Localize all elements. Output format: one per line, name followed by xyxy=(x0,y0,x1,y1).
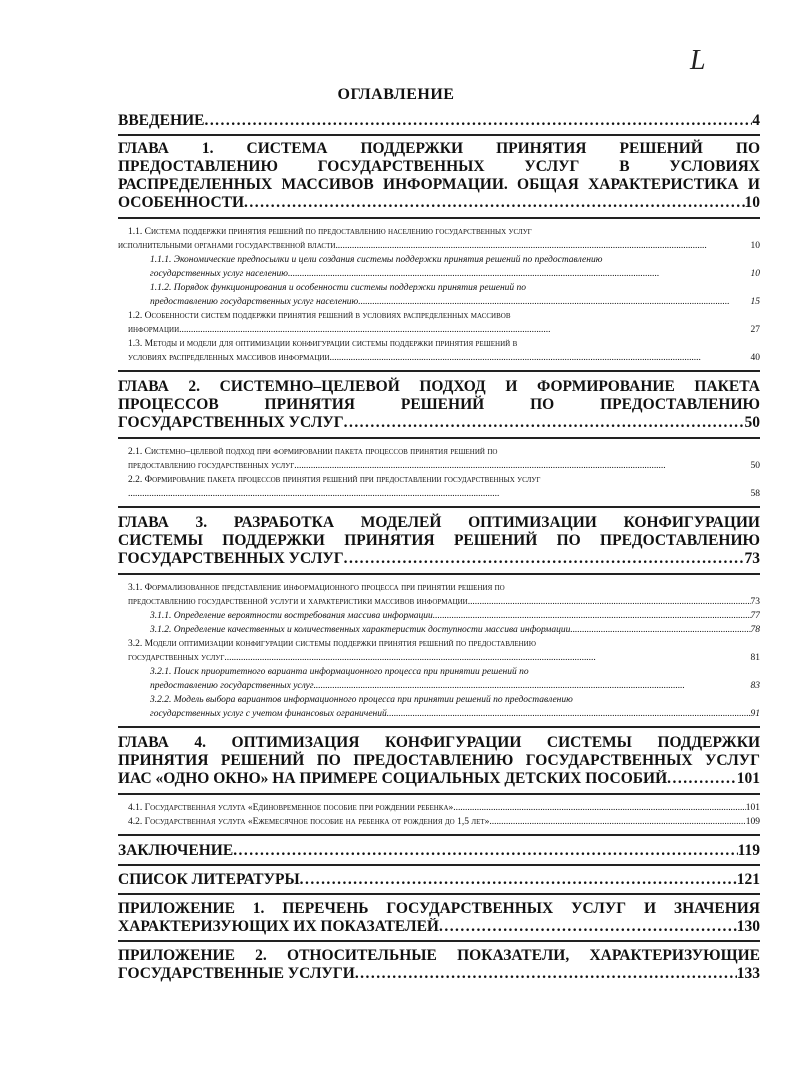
subsection-title: 3.2.2. Модель выбора вариантов информационного процесса при принятии решений по предоставлению xyxy=(150,695,573,705)
divider xyxy=(118,726,760,728)
appendix-title-line: ГОСУДАРСТВЕННЫЕ УСЛУГИ xyxy=(118,965,355,982)
toc-chapter-3[interactable] xyxy=(118,514,760,568)
toc-appendix-1[interactable] xyxy=(118,900,760,936)
toc-page-number: 73 xyxy=(750,597,760,607)
toc-section-1-3[interactable]: 1.3. Методы и модели для оптимизации конфигурации системы поддержки принятия решений в условиях распределенных массивов информации . . . 40 xyxy=(118,337,760,365)
toc-entry-intro[interactable] xyxy=(118,112,760,130)
divider xyxy=(118,134,760,136)
toc-page-number: 109 xyxy=(745,817,760,827)
toc-subsection-3-1-1[interactable] xyxy=(118,609,760,623)
chapter-title-line: ГЛАВА 2. СИСТЕМНО–ЦЕЛЕВОЙ ПОДХОД И ФОРМИРОВАНИЕ ПАКЕТА xyxy=(118,378,760,395)
appendix-title-line: ПРИЛОЖЕНИЕ 2. ОТНОСИТЕЛЬНЫЕ ПОКАЗАТЕЛИ, ХАРАКТЕРИЗУЮЩИЕ xyxy=(118,947,760,964)
section-title: 1.2. Особенности систем поддержки принятия решений в условиях распределенных массивов xyxy=(128,311,511,321)
divider xyxy=(118,506,760,508)
toc-subsection-1-1-1[interactable]: 1.1.1. Экономические предпосылки и цели создания системы поддержки принятия решений по предоставлению государственных услуг населению . . . 10 xyxy=(118,253,760,281)
toc-page-number: 78 xyxy=(750,625,760,635)
toc-page-number: 91 xyxy=(750,709,760,719)
divider xyxy=(118,793,760,795)
divider xyxy=(118,217,760,219)
toc-page-number: 40 xyxy=(750,353,760,363)
section-title: 1.3. Методы и модели для оптимизации конфигурации системы поддержки принятия решений в xyxy=(128,339,518,349)
appendix-title-line: ПРИЛОЖЕНИЕ 1. ПЕРЕЧЕНЬ ГОСУДАРСТВЕННЫХ УСЛУГ И ЗНАЧЕНИЯ xyxy=(118,900,760,917)
toc-page-number: 130 xyxy=(736,918,760,935)
toc-section-1-2[interactable]: 1.2. Особенности систем поддержки принятия решений в условиях распределенных массивов информации . . . 27 xyxy=(118,309,760,337)
divider xyxy=(118,437,760,439)
chapter-title-line: СИСТЕМЫ ПОДДЕРЖКИ ПРИНЯТИЯ РЕШЕНИЙ ПО ПРЕДОСТАВЛЕНИЮ xyxy=(118,532,760,549)
toc-chapter-2[interactable] xyxy=(118,378,760,432)
section-title: 2.1. Системно–целевой подход при формировании пакета процессов принятия решений по xyxy=(128,447,498,457)
toc-section-4-1[interactable] xyxy=(118,801,760,815)
chapter-title-line: ГОСУДАРСТВЕННЫХ УСЛУГ xyxy=(118,550,344,567)
toc-appendix-2[interactable] xyxy=(118,947,760,983)
toc-page-number: 10 xyxy=(750,241,760,251)
toc-entry-conclusion[interactable] xyxy=(118,842,760,860)
divider xyxy=(118,864,760,866)
toc-page-number: 133 xyxy=(736,965,760,982)
section-title: 4.1. Государственная услуга «Единовременное пособие при рождении ребенка» xyxy=(128,803,454,813)
toc-section-2-1[interactable]: 2.1. Системно–целевой подход при формировании пакета процессов принятия решений по предоставлению государственных услуг . . . 50 xyxy=(118,445,760,473)
section-title: 1.1. Система поддержки принятия решений по предоставлению населению государственных услуг xyxy=(128,227,532,237)
chapter-title-line: ОСОБЕННОСТИ xyxy=(118,194,245,211)
chapter-title-line: ГЛАВА 4. ОПТИМИЗАЦИЯ КОНФИГУРАЦИИ СИСТЕМЫ ПОДДЕРЖКИ xyxy=(118,734,760,751)
divider xyxy=(118,370,760,372)
chapter-title-line: РАСПРЕДЕЛЕННЫХ МАССИВОВ ИНФОРМАЦИИ. ОБЩАЯ ХАРАКТЕРИСТИКА И xyxy=(118,176,760,193)
section-title: 3.1. Формализованное представление информационного процесса при принятии решения по xyxy=(128,583,505,593)
toc-entry-label: ВВЕДЕНИЕ xyxy=(118,112,205,129)
chapter-title-line: ИАС «ОДНО ОКНО» НА ПРИМЕРЕ СОЦИАЛЬНЫХ ДЕТСКИХ ПОСОБИЙ xyxy=(118,770,668,787)
subsection-title: 3.2.1. Поиск приоритетного варианта информационного процесса при принятии решений по xyxy=(150,667,529,677)
chapter-title-line: ГЛАВА 3. РАЗРАБОТКА МОДЕЛЕЙ ОПТИМИЗАЦИИ КОНФИГУРАЦИИ xyxy=(118,514,760,531)
toc-section-3-2[interactable]: 3.2. Модели оптимизации конфигурации системы поддержки принятия решений по предоставлению государственных услуг . . . 81 xyxy=(118,637,760,665)
handwritten-page-mark: L xyxy=(690,45,706,76)
toc-page-number: 83 xyxy=(750,681,760,691)
subsection-title: 3.1.1. Определение вероятности востребования массива информации xyxy=(150,611,433,621)
toc-page-number: 27 xyxy=(750,325,760,335)
toc-entry-literature[interactable] xyxy=(118,871,760,889)
toc-section-4-2[interactable] xyxy=(118,815,760,829)
toc-section-3-1[interactable]: 3.1. Формализованное представление информационного процесса при принятии решения по предоставлению государственной услуги и характеристики массивов информации . . . 73 xyxy=(118,581,760,609)
divider xyxy=(118,893,760,895)
toc-page-number: 10 xyxy=(744,194,760,211)
section-title: 4.2. Государственная услуга «Ежемесячное пособие на ребенка от рождения до 1,5 лет» xyxy=(128,817,490,827)
toc-entry-label: ЗАКЛЮЧЕНИЕ xyxy=(118,842,234,859)
toc-page-number: 77 xyxy=(750,611,760,621)
toc-section-2-2[interactable] xyxy=(118,473,760,501)
section-title: 3.2. Модели оптимизации конфигурации системы поддержки принятия решений по предоставлению xyxy=(128,639,536,649)
toc-subsection-1-1-2[interactable]: 1.1.2. Порядок функционирования и особенности системы поддержки принятия решений по предоставлению государственных услуг населению . . . 15 xyxy=(118,281,760,309)
toc-page-number: 81 xyxy=(750,653,760,663)
toc-title: ОГЛАВЛЕНИЕ xyxy=(337,86,455,103)
toc-page-number: 121 xyxy=(736,871,760,888)
toc-chapter-4[interactable] xyxy=(118,734,760,788)
subsection-title: 1.1.1. Экономические предпосылки и цели создания системы поддержки принятия решений по предоставлению xyxy=(150,255,603,265)
divider xyxy=(118,940,760,942)
toc-page-number: 58 xyxy=(750,489,760,499)
section-title: 2.2. Формирование пакета процессов принятия решений при предоставлении государственных услуг xyxy=(128,475,541,485)
toc-entry-label: СПИСОК ЛИТЕРАТУРЫ xyxy=(118,871,300,888)
chapter-title-line: ГОСУДАРСТВЕННЫХ УСЛУГ xyxy=(118,414,344,431)
appendix-title-line: ХАРАКТЕРИЗУЮЩИХ ИХ ПОКАЗАТЕЛЕЙ xyxy=(118,918,439,935)
chapter-title-line: ПРОЦЕССОВ ПРИНЯТИЯ РЕШЕНИЙ ПО ПРЕДОСТАВЛЕНИЮ xyxy=(118,396,760,413)
toc-subsection-3-2-1[interactable]: 3.2.1. Поиск приоритетного варианта информационного процесса при принятии решений по предоставлению государственных услуг . . . 83 xyxy=(118,665,760,693)
toc-subsection-3-2-2[interactable]: 3.2.2. Модель выбора вариантов информационного процесса при принятии решений по предоставлению государственных услуг с учетом финансовых ограничений . . . 91 xyxy=(118,693,760,721)
toc-page-number: 73 xyxy=(744,550,760,567)
table-of-contents xyxy=(118,112,760,983)
toc-section-1-1[interactable]: 1.1. Система поддержки принятия решений по предоставлению населению государственных услуг исполнительными органами государственной власти . . . 10 xyxy=(118,225,760,253)
toc-page-number: 10 xyxy=(750,269,760,279)
subsection-title: 1.1.2. Порядок функционирования и особенности системы поддержки принятия решений по xyxy=(150,283,527,293)
toc-chapter-1[interactable] xyxy=(118,140,760,212)
toc-page-number: 50 xyxy=(750,461,760,471)
divider xyxy=(118,834,760,836)
toc-page-number: 101 xyxy=(745,803,760,813)
divider xyxy=(118,573,760,575)
chapter-title-line: ГЛАВА 1. СИСТЕМА ПОДДЕРЖКИ ПРИНЯТИЯ РЕШЕНИЙ ПО xyxy=(118,140,760,157)
subsection-title: 3.1.2. Определение качественных и количественных характеристик доступности массива информации xyxy=(150,625,571,635)
toc-page-number: 15 xyxy=(750,297,760,307)
toc-page-number: 4 xyxy=(752,112,760,129)
toc-page-number: 50 xyxy=(744,414,760,431)
toc-page-number: 101 xyxy=(736,770,760,787)
toc-subsection-3-1-2[interactable] xyxy=(118,623,760,637)
toc-page-number: 119 xyxy=(737,842,760,859)
chapter-title-line: ПРИНЯТИЯ РЕШЕНИЙ ПО ПРЕДОСТАВЛЕНИЮ ГОСУДАРСТВЕННЫХ УСЛУГ xyxy=(118,752,760,769)
chapter-title-line: ПРЕДОСТАВЛЕНИЮ ГОСУДАРСТВЕННЫХ УСЛУГ В УСЛОВИЯХ xyxy=(118,158,760,175)
